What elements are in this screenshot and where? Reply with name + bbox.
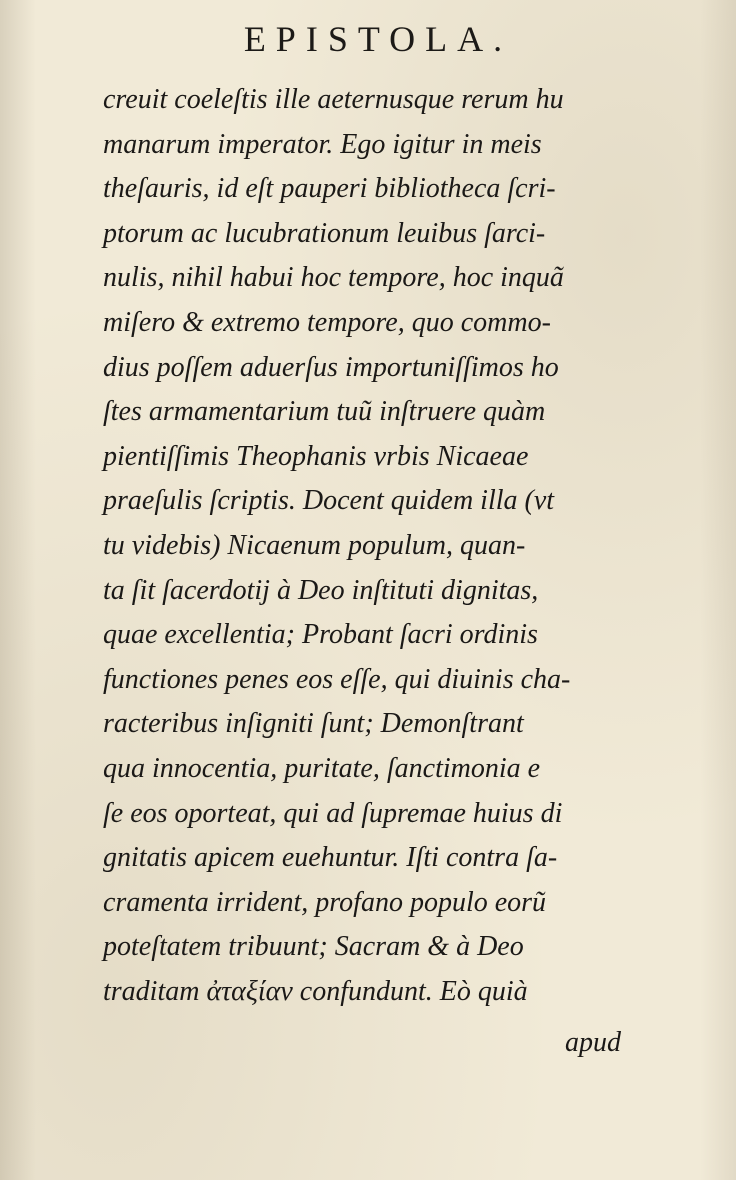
text-line: creuit coeleſtis ille aeternusque rerum hu	[103, 84, 564, 115]
text-line: theſauris, id eſt pauperi bibliotheca ſcri-	[103, 173, 556, 205]
text-block	[103, 78, 703, 1014]
text-line: manarum imperator. Ego igitur in meis	[103, 128, 542, 160]
text-line: ptorum ac lucubrationum leuibus ſarci-	[103, 217, 546, 249]
text-line: ta ſit ſacerdotij à Deo inſtituti dignitas,	[103, 574, 539, 606]
text-line: dius poſſem aduerſus importuniſſimos ho	[103, 351, 559, 383]
text-line: ſtes armamentarium tuũ inſtruere quàm	[103, 396, 546, 428]
text-line: gnitatis apicem euehuntur. Iſti contra ſa-	[103, 842, 558, 874]
text-line: quae excellentia; Probant ſacri ordinis	[103, 619, 538, 651]
text-line: ſe eos oporteat, qui ad ſupremae huius di	[103, 797, 563, 829]
text-line: poteſtatem tribuunt; Sacram & à Deo	[103, 931, 524, 963]
running-title: EPISTOLA.	[243, 19, 513, 59]
text-line: qua innocentia, puritate, ſanctimonia e	[103, 752, 541, 784]
text-line: praeſulis ſcriptis. Docent quidem illa (vt	[103, 485, 555, 517]
text-line: racteribus inſigniti ſunt; Demonſtrant	[103, 708, 524, 740]
text-line: cramenta irrident, profano populo eorũ	[103, 886, 547, 918]
text-line: pientiſſimis Theophanis vrbis Nicaeae	[103, 440, 529, 472]
text-line: traditam ἀταξίαν confundunt. Eò quià	[103, 975, 528, 1007]
text-line: miſero & extremo tempore, quo commo-	[103, 306, 551, 338]
catchword: apud	[565, 1027, 621, 1058]
text-line: nulis, nihil habui hoc tempore, hoc inquã	[103, 262, 564, 294]
text-line: tu videbis) Nicaenum populum, quan-	[103, 529, 526, 561]
text-line: functiones penes eos eſſe, qui diuinis cha-	[103, 663, 571, 695]
